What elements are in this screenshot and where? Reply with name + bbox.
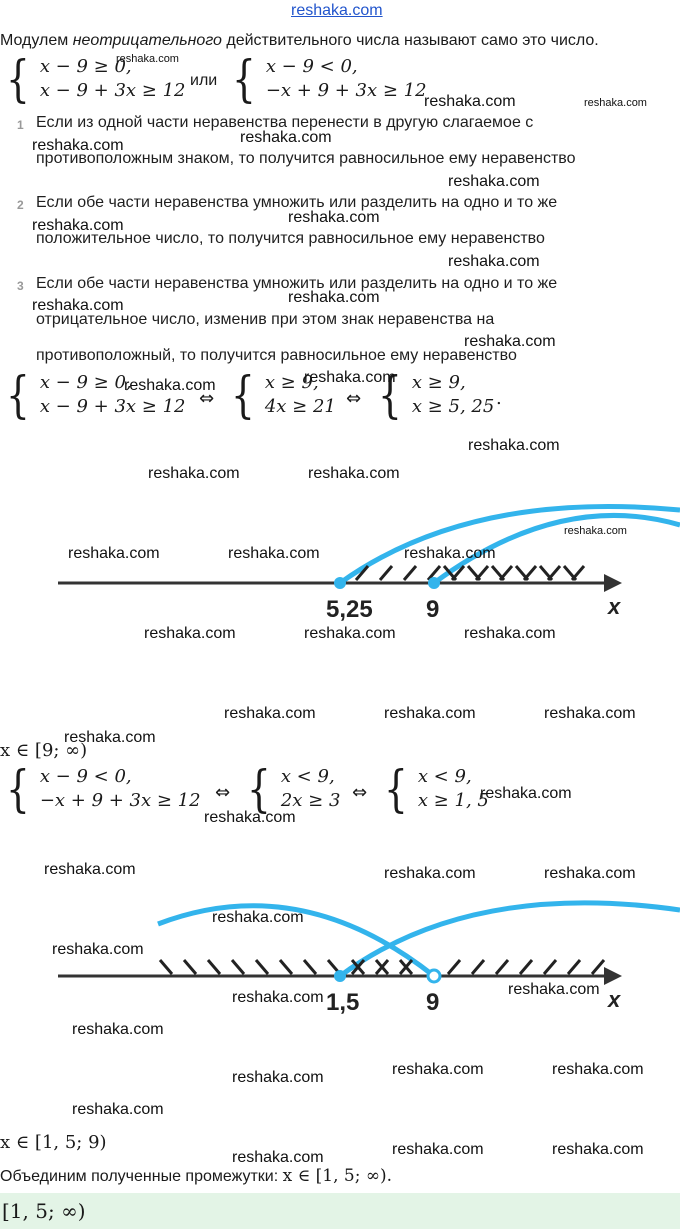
watermark: reshaka.com <box>424 93 516 110</box>
equiv-4: ⇔ <box>352 782 368 803</box>
rule-number-1: 1 <box>17 118 24 132</box>
rule-1-line-2: противоположным знаком, то получится равносильное ему неравенство <box>36 150 576 167</box>
watermark: reshaka.com <box>124 377 216 394</box>
watermark: reshaka.com <box>68 545 160 562</box>
watermark: reshaka.com <box>392 1061 484 1078</box>
watermark: reshaka.com <box>404 545 496 562</box>
watermark: reshaka.com <box>144 625 236 642</box>
watermark: reshaka.com <box>72 1101 164 1118</box>
intro-emphasis: неотрицательного <box>72 32 222 49</box>
point-5-25 <box>334 577 346 589</box>
watermark: reshaka.com <box>448 253 540 270</box>
watermark: reshaka.com <box>584 97 647 109</box>
watermark: reshaka.com <box>508 981 600 998</box>
watermark: reshaka.com <box>204 809 296 826</box>
watermark: reshaka.com <box>552 1141 644 1158</box>
watermark: reshaka.com <box>552 1061 644 1078</box>
label-5-25: 5,25 <box>326 596 373 623</box>
watermark: reshaka.com <box>116 53 179 65</box>
watermark: reshaka.com <box>464 625 556 642</box>
watermark: reshaka.com <box>304 369 396 386</box>
equiv-2: ⇔ <box>346 388 362 409</box>
rule-3-line-3: противоположный, то получится равносильное ему неравенство <box>36 347 517 364</box>
rule-1-line-1: Если из одной части неравенства перенести в другую слагаемое с <box>36 114 534 131</box>
watermark: reshaka.com <box>32 137 124 154</box>
watermark: reshaka.com <box>304 625 396 642</box>
rule-3-line-2: отрицательное число, изменив при этом знак неравенства на <box>36 311 495 328</box>
watermark: reshaka.com <box>72 1021 164 1038</box>
watermark: reshaka.com <box>288 289 380 306</box>
number-line-1 <box>0 500 680 630</box>
union-math: x ∈ [1, 5; ∞). <box>282 1166 393 1186</box>
watermark: reshaka.com <box>32 217 124 234</box>
case1-system-1: { x − 9 ≥ 0, x − 9 + 3x ≥ 12 <box>5 366 186 424</box>
watermark: reshaka.com <box>212 909 304 926</box>
watermark: reshaka.com <box>384 705 476 722</box>
watermark: reshaka.com <box>232 989 324 1006</box>
watermark: reshaka.com <box>148 465 240 482</box>
watermark: reshaka.com <box>544 865 636 882</box>
case1-system-3: { x ≥ 9, x ≥ 5, 25 <box>377 366 495 424</box>
rule-number-2: 2 <box>17 198 24 212</box>
watermark: reshaka.com <box>544 705 636 722</box>
intro-sentence: Модулем неотрицательного действительного числа называют само это число. <box>0 32 599 49</box>
label-1-5: 1,5 <box>326 989 360 1016</box>
system-top-left: { x − 9 ≥ 0, x − 9 + 3x ≥ 12 <box>5 50 186 108</box>
watermark: reshaka.com <box>32 297 124 314</box>
case1-system-2: { x ≥ 9, 4x ≥ 21 <box>230 366 336 424</box>
axis-arrow <box>604 574 622 592</box>
case2-system-3: { x < 9, x ≥ 1, 5 <box>383 760 489 818</box>
rule-3-line-1: Если обе части неравенства умножить или разделить на одно и то же <box>36 275 558 292</box>
hatching-back <box>160 960 412 974</box>
watermark: reshaka.com <box>384 865 476 882</box>
watermark: reshaka.com <box>224 705 316 722</box>
equiv-3: ⇔ <box>215 782 231 803</box>
point-9 <box>428 577 440 589</box>
point-9-open <box>428 970 440 982</box>
case1-result: x ∈ [9; ∞) <box>0 740 88 761</box>
watermark: reshaka.com <box>392 1141 484 1158</box>
watermark: reshaka.com <box>480 785 572 802</box>
hatching-forward <box>352 960 604 974</box>
watermark: reshaka.com <box>228 545 320 562</box>
watermark: reshaka.com <box>448 173 540 190</box>
curve-from-1-5 <box>340 903 680 976</box>
watermark: reshaka.com <box>288 209 380 226</box>
case2-result: x ∈ [1, 5; 9) <box>0 1132 107 1153</box>
watermark: reshaka.com <box>44 861 136 878</box>
watermark: reshaka.com <box>52 941 144 958</box>
rule-2-line-1: Если обе части неравенства умножить или разделить на одно и то же <box>36 194 558 211</box>
watermark: reshaka.com <box>240 129 332 146</box>
case2-system-1: { x − 9 < 0, −x + 9 + 3x ≥ 12 <box>5 760 201 818</box>
or-label: или <box>190 72 218 89</box>
watermark: reshaka.com <box>232 1149 324 1166</box>
trailing-dot: . <box>496 388 502 409</box>
watermark: reshaka.com <box>564 525 627 537</box>
axis-label-x: x <box>608 987 621 1012</box>
watermark: reshaka.com <box>232 1069 324 1086</box>
watermark: reshaka.com <box>308 465 400 482</box>
axis-arrow <box>604 967 622 985</box>
label-9: 9 <box>426 989 440 1016</box>
axis-label-x: x <box>608 594 621 619</box>
point-1-5 <box>334 970 346 982</box>
label-9: 9 <box>426 596 440 623</box>
rule-2-line-2: положительное число, то получится равносильное ему неравенство <box>36 230 545 247</box>
union-sentence: Объединим полученные промежутки: x ∈ [1, 5; ∞). <box>0 1166 393 1186</box>
case2-system-2: { x < 9, 2x ≥ 3 <box>246 760 341 818</box>
watermark: reshaka.com <box>64 729 156 746</box>
site-link[interactable]: reshaka.com <box>291 2 383 19</box>
rule-number-3: 3 <box>17 279 24 293</box>
answer-bar <box>0 1193 680 1229</box>
system-top-right: { x − 9 < 0, −x + 9 + 3x ≥ 12 <box>231 50 427 108</box>
equiv-1: ⇔ <box>199 388 215 409</box>
watermark: reshaka.com <box>468 437 560 454</box>
watermark: reshaka.com <box>464 333 556 350</box>
answer-text: [1, 5; ∞) <box>2 1199 86 1223</box>
